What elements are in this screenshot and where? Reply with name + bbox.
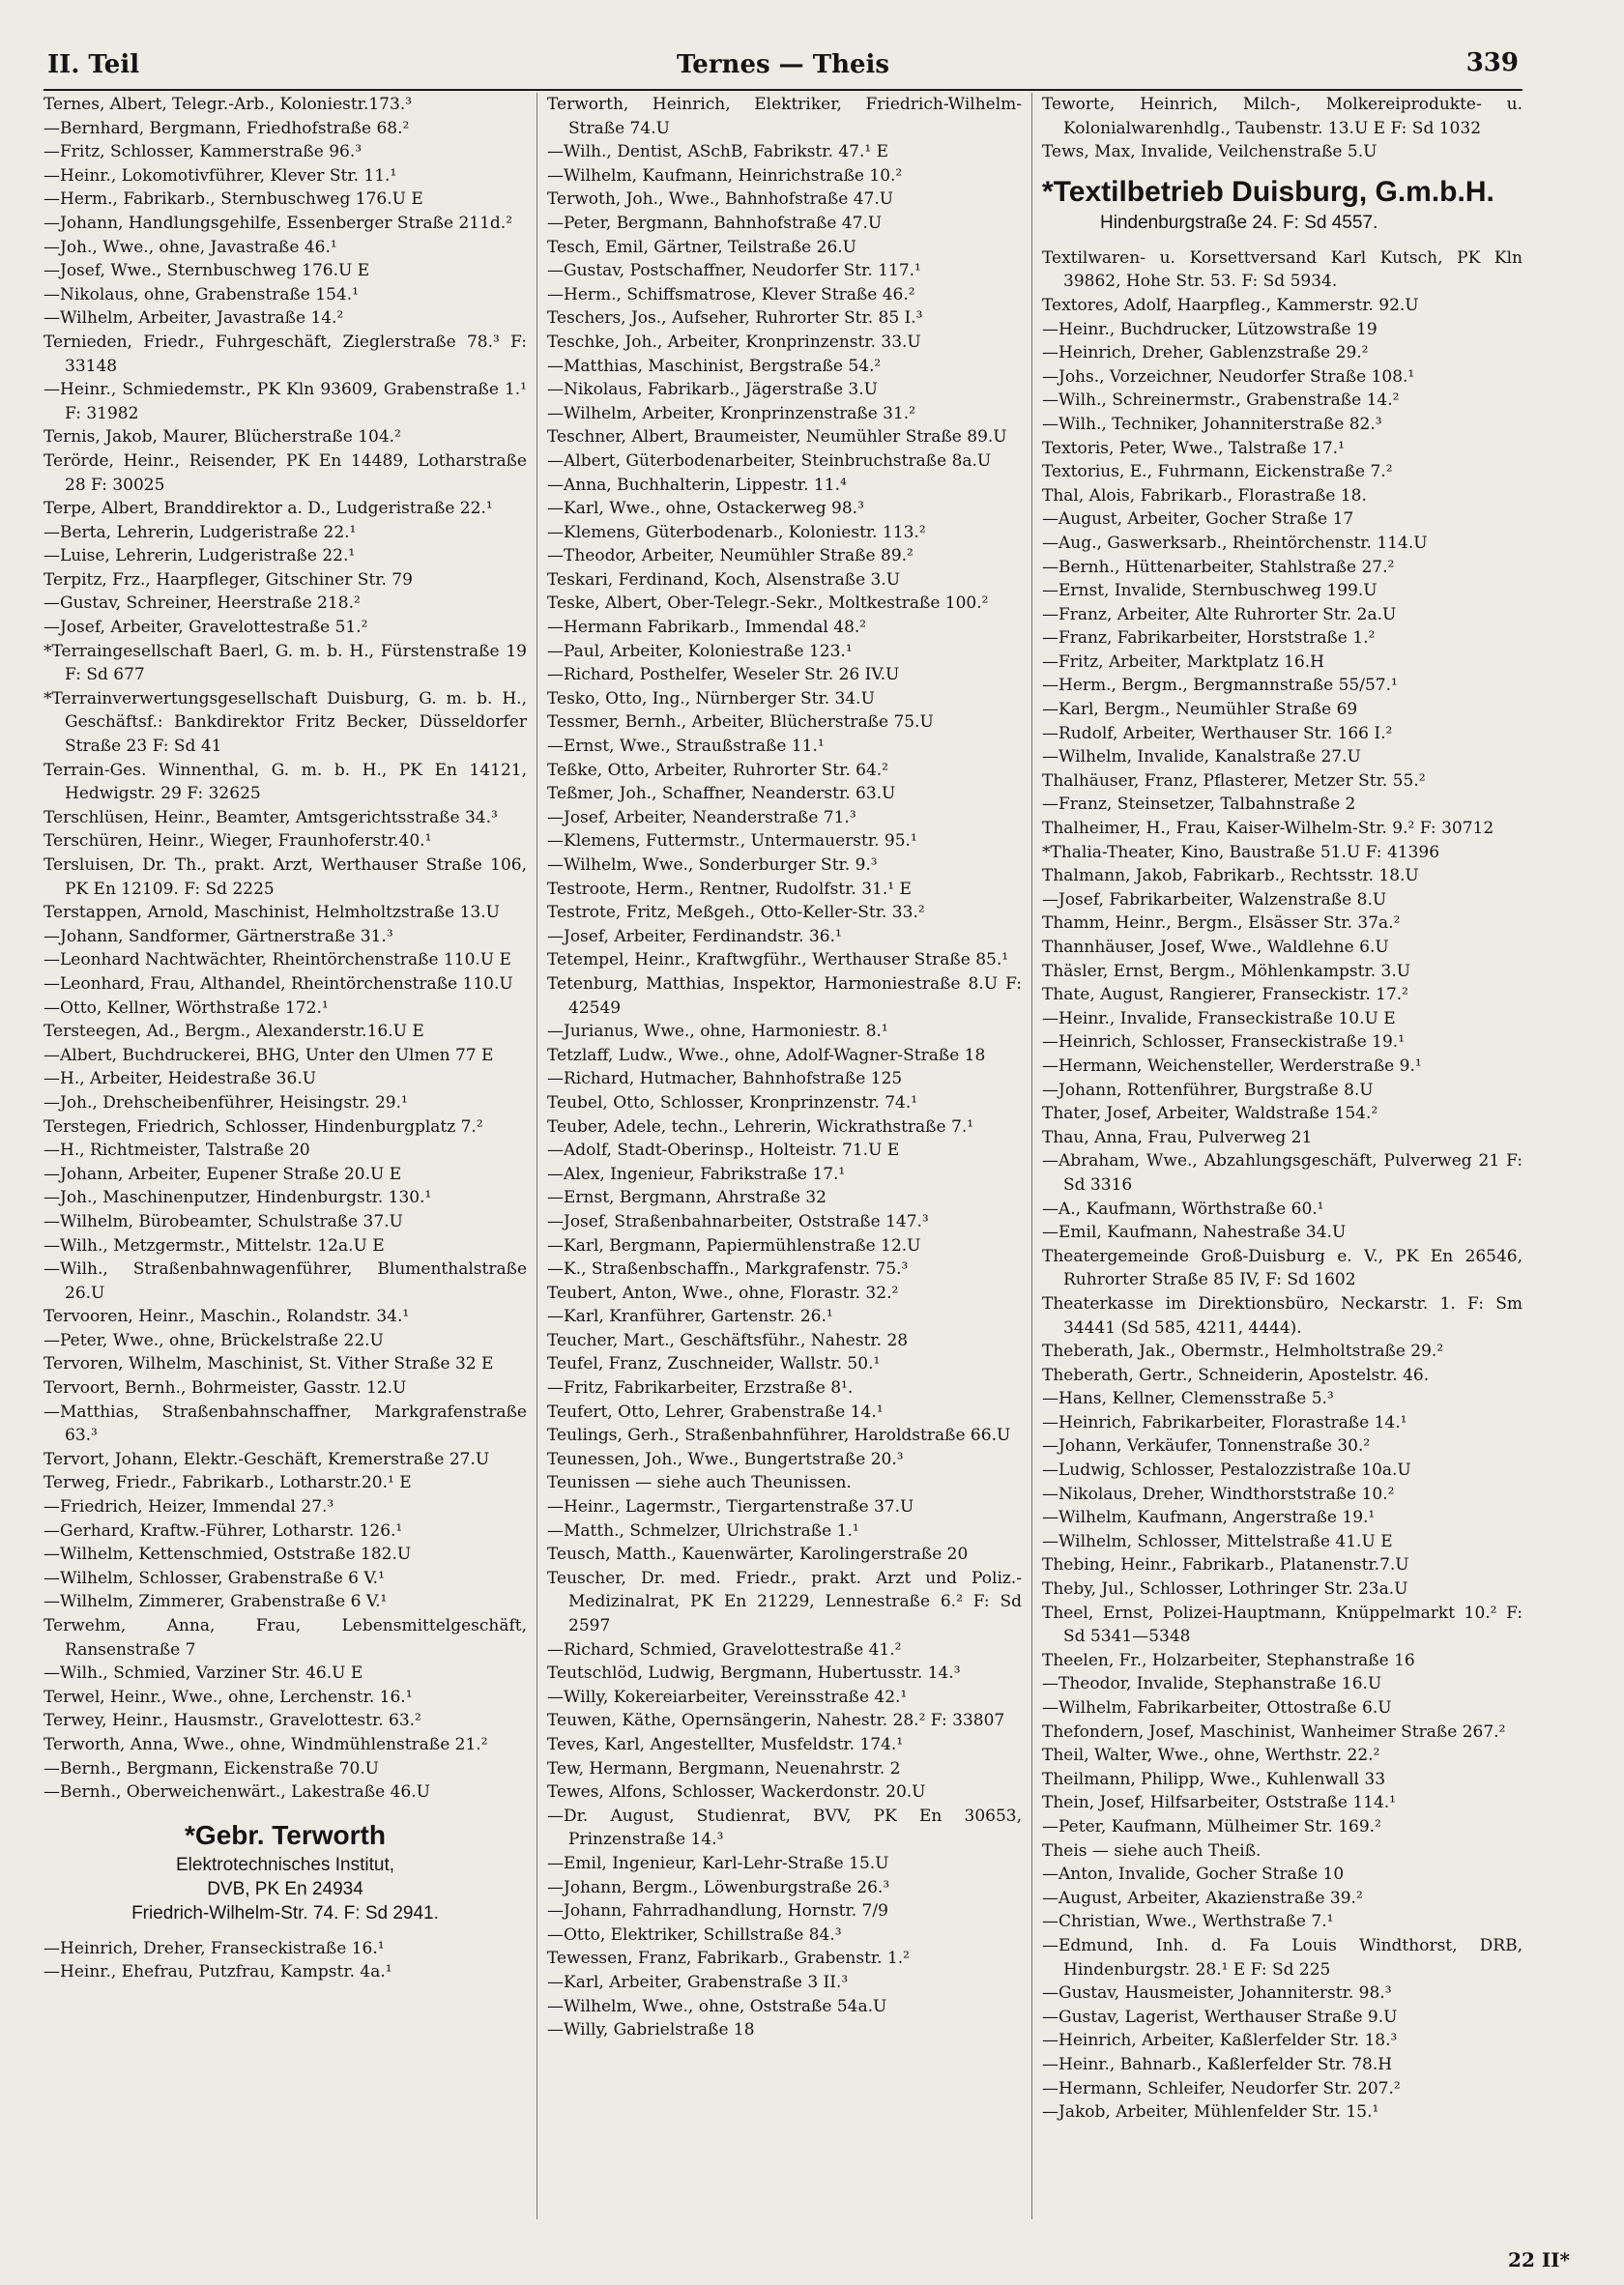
directory-entry: Thate, August, Rangierer, Franseckistr. 17.² (1042, 985, 1408, 1005)
directory-entry: —A., Kaufmann, Wörthstraße 60.¹ (1042, 1199, 1324, 1219)
directory-entry: Terstegen, Friedrich, Schlosser, Hindenburgplatz 7.² (44, 1116, 483, 1137)
directory-entry: —Wilh., Schreinermstr., Grabenstraße 14.² (1042, 390, 1400, 411)
directory-entry: Teßke, Otto, Arbeiter, Ruhrorter Str. 64.² (547, 760, 888, 780)
directory-entry: —Herm., Fabrikarb., Sternbuschweg 176.U E (44, 189, 423, 210)
directory-entry: Tersteegen, Ad., Bergm., Alexanderstr.16.U E (44, 1022, 424, 1042)
directory-entry: —Heinr., Bahnarb., Kaßlerfelder Str. 78.H (1042, 2054, 1393, 2074)
directory-entry: Ternis, Jakob, Maurer, Blücherstraße 104.² (44, 427, 401, 448)
column-3-entries-continued (1042, 246, 1522, 2125)
directory-entry: —Heinr., Lokomotivführer, Klever Str. 11.¹ (44, 165, 397, 186)
directory-entry: —Jakob, Arbeiter, Mühlenfelder Str. 15.¹ (1042, 2102, 1379, 2123)
directory-entry: Tew, Hermann, Bergmann, Neuenahrstr. 2 (547, 1758, 901, 1779)
directory-entry: —Bernh., Oberweichenwärt., Lakestraße 46.U (44, 1782, 430, 1803)
directory-entry: Tetzlaff, Ludw., Wwe., ohne, Adolf-Wagner-Straße 18 (547, 1045, 986, 1065)
directory-entry: Thäsler, Ernst, Bergm., Möhlenkampstr. 3.U (1042, 961, 1411, 981)
page-header (44, 43, 1522, 91)
directory-entry: Tetempel, Heinr., Kraftwgführ., Werthauser Straße 85.¹ (547, 950, 1009, 970)
directory-entry: —Theodor, Arbeiter, Neumühler Straße 89.² (547, 546, 914, 566)
ad-company-name: *Textilbetrieb Duisburg, G.m.b.H. (1042, 175, 1494, 208)
directory-entry: —Gustav, Lagerist, Werthauser Straße 9.U (1042, 2007, 1398, 2027)
directory-entry: —Wilhelm, Zimmerer, Grabenstraße 6 V.¹ (44, 1592, 388, 1612)
directory-entry: —Ernst, Invalide, Sternbuschweg 199.U (1042, 581, 1378, 601)
directory-entry: —Johann, Rottenführer, Burgstraße 8.U (1042, 1080, 1374, 1100)
directory-entry: —Matth., Schmelzer, Ulrichstraße 1.¹ (547, 1520, 859, 1541)
directory-entry: Teutschlöd, Ludwig, Bergmann, Hubertusstr. 14.³ (547, 1663, 961, 1684)
directory-entry: —Berta, Lehrerin, Ludgeristraße 22.¹ (44, 522, 357, 542)
directory-entry: —Josef, Arbeiter, Gravelottestraße 51.² (44, 618, 368, 638)
directory-entry: —Wilhelm, Kaufmann, Heinrichstraße 10.² (547, 165, 903, 186)
directory-entry: —Joh., Maschinenputzer, Hindenburgstr. 130.¹ (44, 1188, 432, 1208)
directory-entry: —Johann, Handlungsgehilfe, Essenberger Straße 211d.² (44, 213, 513, 233)
directory-entry: Terweg, Friedr., Fabrikarb., Lotharstr.20.¹ E (44, 1473, 412, 1493)
directory-entry: —Wilhelm, Invalide, Kanalstraße 27.U (1042, 747, 1361, 767)
directory-entry: Terschlüsen, Heinr., Beamter, Amtsgerichtsstraße 34.³ (44, 807, 498, 827)
directory-entry: —Wilhelm, Arbeiter, Kronprinzenstraße 31.² (547, 403, 916, 423)
directory-entry: *Terraingesellschaft Baerl, G. m. b. H., Fürstenstraße 19 F: Sd 677 (44, 641, 527, 685)
directory-entry: Teschke, Joh., Arbeiter, Kronprinzenstr. 33.U (547, 332, 921, 352)
directory-entry: —Karl, Bergm., Neumühler Straße 69 (1042, 700, 1358, 720)
directory-entry: —Emil, Kaufmann, Nahestraße 34.U (1042, 1223, 1347, 1243)
directory-entry: —August, Arbeiter, Akazienstraße 39.² (1042, 1888, 1363, 1908)
directory-entry: —Ernst, Bergmann, Ahrstraße 32 (547, 1188, 826, 1208)
directory-entry: —Otto, Elektriker, Schillstraße 84.³ (547, 1924, 842, 1945)
directory-entry: —Nikolaus, Dreher, Windthorststraße 10.² (1042, 1484, 1395, 1504)
directory-entry: —Bernh., Bergmann, Eickenstraße 70.U (44, 1758, 379, 1779)
directory-entry: Thein, Josef, Hilfsarbeiter, Oststraße 114.¹ (1042, 1793, 1396, 1813)
directory-entry: —Wilh., Metzgermstr., Mittelstr. 12a.U E (44, 1235, 385, 1256)
directory-entry: Terpitz, Frz., Haarpfleger, Gitschiner Str. 79 (44, 569, 413, 590)
directory-entry: —Matthias, Maschinist, Bergstraße 54.² (547, 356, 882, 376)
directory-entry: Thalheimer, H., Frau, Kaiser-Wilhelm-Str. 9.² F: 30712 (1042, 819, 1494, 839)
directory-entry: —Wilhelm, Bürobeamter, Schulstraße 37.U (44, 1211, 403, 1231)
directory-entry: Teunessen, Joh., Wwe., Bungertstraße 20.³ (547, 1449, 904, 1469)
directory-entry: —Fritz, Schlosser, Kammerstraße 96.³ (44, 142, 362, 162)
directory-entry: Tervort, Johann, Elektr.-Geschäft, Kremerstraße 27.U (44, 1449, 490, 1469)
directory-entry: Terschüren, Heinr., Wieger, Fraunhoferstr.40.¹ (44, 831, 432, 852)
directory-entry: Teworte, Heinrich, Milch-, Molkereiprodukte- u. Kolonialwarenhdlg., Taubenstr. 13.U E F: Sd 1032 (1042, 95, 1522, 138)
directory-entry: Theilmann, Philipp, Wwe., Kuhlenwall 33 (1042, 1769, 1386, 1789)
column-1-entries (44, 93, 527, 1805)
page-footer: 22 II* (1508, 2248, 1570, 2271)
directory-entry: Terrain-Ges. Winnenthal, G. m. b. H., PK En 14121, Hedwigstr. 29 F: 32625 (44, 760, 527, 804)
directory-entry: —Wilhelm, Arbeiter, Javastraße 14.² (44, 308, 344, 329)
directory-entry: Terwehm, Anna, Frau, Lebensmittelgeschäft, Ransenstraße 7 (44, 1616, 527, 1660)
directory-entry: —Rudolf, Arbeiter, Werthauser Str. 166 I.² (1042, 723, 1393, 743)
directory-entry: Tetenburg, Matthias, Inspektor, Harmoniestraße 8.U F: 42549 (547, 973, 1022, 1018)
directory-entry: —Friedrich, Heizer, Immendal 27.³ (44, 1497, 334, 1518)
directory-entry: Teubert, Anton, Wwe., ohne, Florastr. 32.² (547, 1283, 899, 1303)
directory-entry: —Herm., Schiffsmatrose, Klever Straße 46.² (547, 284, 915, 304)
directory-entry: —Wilh., Dentist, ASchB, Fabrikstr. 47.¹ E (547, 142, 888, 162)
directory-entry: —Adolf, Stadt-Oberinsp., Holteistr. 71.U E (547, 1141, 900, 1161)
directory-entry: Theaterkasse im Direktionsbüro, Neckarstr. 1. F: Sm 34441 (Sd 585, 4211, 4444). (1042, 1293, 1522, 1338)
directory-entry: —Johann, Bergm., Löwenburgstraße 26.³ (547, 1877, 890, 1897)
directory-entry: —Anton, Invalide, Gocher Straße 10 (1042, 1865, 1345, 1885)
directory-entry: —Bernhard, Bergmann, Friedhofstraße 68.² (44, 118, 410, 138)
directory-entry: —Heinr., Invalide, Franseckistraße 10.U E (1042, 1008, 1396, 1028)
directory-entry: —Albert, Buchdruckerei, BHG, Unter den Ulmen 77 E (44, 1045, 494, 1065)
column-3 (1031, 93, 1522, 2219)
directory-entry: —Johann, Fahrradhandlung, Hornstr. 7/9 (547, 1901, 888, 1922)
directory-entry: Terörde, Heinr., Reisender, PK En 14489, Lotharstraße 28 F: 30025 (44, 450, 527, 495)
directory-entry: —Peter, Bergmann, Bahnhofstraße 47.U (547, 213, 883, 233)
directory-entry: —Gerhard, Kraftw.-Führer, Lotharstr. 126.¹ (44, 1520, 403, 1541)
directory-entry: —Josef, Arbeiter, Neanderstraße 71.³ (547, 807, 856, 827)
directory-entry: Tesch, Emil, Gärtner, Teilstraße 26.U (547, 237, 856, 257)
directory-entry: —Heinr., Lagermstr., Tiergartenstraße 37.U (547, 1497, 914, 1518)
advertisement-terworth (44, 1818, 527, 1925)
directory-entry: Tersluisen, Dr. Th., prakt. Arzt, Werthauser Straße 106, PK En 12109. F: Sd 2225 (44, 855, 527, 899)
directory-entry: Thal, Alois, Fabrikarb., Florastraße 18. (1042, 485, 1367, 506)
directory-entry: —August, Arbeiter, Gocher Straße 17 (1042, 509, 1354, 530)
directory-entry: Teschers, Jos., Aufseher, Ruhrorter Str. 85 I.³ (547, 308, 923, 329)
directory-entry: Theby, Jul., Schlosser, Lothringer Str. 23a.U (1042, 1579, 1408, 1600)
directory-entry: Theberath, Jak., Obermstr., Helmholtstraße 29.² (1042, 1342, 1444, 1362)
directory-entry: —Heinr., Buchdrucker, Lützowstraße 19 (1042, 319, 1378, 339)
directory-entry: —Dr. August, Studienrat, BVV, PK En 30653, Prinzenstraße 14.³ (547, 1806, 1022, 1850)
directory-entry: —Wilhelm, Schlosser, Grabenstraße 6 V.¹ (44, 1568, 385, 1588)
directory-entry: —Josef, Fabrikarbeiter, Walzenstraße 8.U (1042, 889, 1387, 910)
directory-entry: —Luise, Lehrerin, Ludgeristraße 22.¹ (44, 546, 356, 566)
directory-entry: —Christian, Wwe., Werthstraße 7.¹ (1042, 1912, 1334, 1932)
directory-entry: Theis — siehe auch Theiß. (1042, 1840, 1262, 1861)
directory-entry: Thater, Josef, Arbeiter, Waldstraße 154.² (1042, 1104, 1378, 1124)
directory-entry: Theil, Walter, Wwe., ohne, Werthstr. 22.² (1042, 1746, 1380, 1766)
directory-entry: Textoris, Peter, Wwe., Talstraße 17.¹ (1042, 438, 1345, 458)
directory-entry: —Edmund, Inh. d. Fa Louis Windthorst, DRB, Hindenburgstr. 28.¹ E F: Sd 225 (1042, 1935, 1522, 1980)
directory-entry: —Wilh., Techniker, Johanniterstraße 82.³ (1042, 414, 1382, 434)
directory-entry: Tervooren, Heinr., Maschin., Rolandstr. 34.¹ (44, 1307, 410, 1327)
directory-entry: *Terrainverwertungsgesellschaft Duisburg, G. m. b. H., Geschäftsf.: Bankdirektor Fritz Becker, Düsseldorfer Straße 23 F: Sd 41 (44, 688, 527, 757)
directory-entry: Teske, Albert, Ober-Telegr.-Sekr., Moltkestraße 100.² (547, 593, 989, 614)
directory-entry: —Hermann, Weichensteller, Werderstraße 9.¹ (1042, 1056, 1422, 1076)
directory-entry: —Karl, Wwe., ohne, Ostackerweg 98.³ (547, 499, 864, 519)
directory-entry: Ternes, Albert, Telegr.-Arb., Koloniestr.173.³ (44, 95, 413, 114)
name-range: Ternes — Theis (676, 50, 890, 79)
directory-entry: —Paul, Arbeiter, Koloniestraße 123.¹ (547, 641, 853, 661)
directory-entry: —Heinrich, Fabrikarbeiter, Florastraße 14.¹ (1042, 1412, 1407, 1432)
directory-entry: —Albert, Güterbodenarbeiter, Steinbruchstraße 8a.U (547, 450, 992, 471)
directory-entry: Teuber, Adele, techn., Lehrerin, Wickrathstraße 7.¹ (547, 1116, 974, 1137)
column-1-entries-continued (44, 1937, 527, 1984)
directory-entry: Thannhäuser, Josef, Wwe., Waldlehne 6.U (1042, 938, 1389, 957)
directory-entry: Teufel, Franz, Zuschneider, Wallstr. 50.¹ (547, 1354, 881, 1374)
directory-entry: —Hans, Kellner, Clemensstraße 5.³ (1042, 1389, 1334, 1409)
column-2-entries (547, 93, 1022, 2042)
column-2 (536, 93, 1030, 2219)
directory-entry: Teskari, Ferdinand, Koch, Alsenstraße 3.U (547, 569, 901, 590)
directory-entry: —Wilhelm, Kettenschmied, Oststraße 182.U (44, 1545, 412, 1565)
column-1 (44, 93, 535, 2219)
directory-entry: Teuscher, Dr. med. Friedr., prakt. Arzt und Poliz.-Medizinalrat, PK En 21229, Lennestraße 6.² F: Sd 2597 (547, 1568, 1022, 1635)
directory-entry: Thefondern, Josef, Maschinist, Wanheimer Straße 267.² (1042, 1721, 1506, 1742)
directory-entry: —Richard, Schmied, Gravelottestraße 41.² (547, 1639, 902, 1660)
directory-entry: Terpe, Albert, Branddirektor a. D., Ludgeristraße 22.¹ (44, 499, 493, 519)
directory-entry: Thau, Anna, Frau, Pulverweg 21 (1042, 1127, 1313, 1147)
directory-entry: —Heinrich, Arbeiter, Kaßlerfelder Str. 18.³ (1042, 2031, 1398, 2051)
directory-entry: —Peter, Kaufmann, Mülheimer Str. 169.² (1042, 1816, 1381, 1837)
directory-entry: Thamm, Heinr., Bergm., Elsässer Str. 37a.² (1042, 913, 1401, 934)
advertisement-textilbetrieb (1042, 174, 1522, 235)
directory-entry: —Richard, Hutmacher, Bahnhofstraße 125 (547, 1069, 903, 1089)
directory-entry: —Franz, Steinsetzer, Talbahnstraße 2 (1042, 795, 1356, 815)
directory-entry: —Wilhelm, Wwe., ohne, Oststraße 54a.U (547, 1996, 887, 2016)
directory-entry: Tewessen, Franz, Fabrikarb., Grabenstr. 1.² (547, 1949, 910, 1969)
directory-entry: —Bernh., Hüttenarbeiter, Stahlstraße 27.² (1042, 557, 1395, 577)
directory-entry: Teufert, Otto, Lehrer, Grabenstraße 14.¹ (547, 1402, 884, 1422)
directory-entry: Thebing, Heinr., Fabrikarb., Platanenstr.7.U (1042, 1555, 1409, 1576)
directory-entry: Theatergemeinde Groß-Duisburg e. V., PK En 26546, Ruhrorter Straße 85 IV, F: Sd 1602 (1042, 1246, 1522, 1290)
directory-entry: —Jurianus, Wwe., ohne, Harmoniestr. 8.¹ (547, 1022, 888, 1042)
directory-entry: Terwel, Heinr., Wwe., ohne, Lerchenstr. 16.¹ (44, 1687, 413, 1707)
ad-line: Friedrich-Wilhelm-Str. 74. F: Sd 2941. (131, 1902, 439, 1923)
page-number: 339 (1465, 48, 1519, 77)
directory-entry: —Joh., Drehscheibenführer, Heisingstr. 29.¹ (44, 1092, 408, 1113)
directory-entry: —Heinr., Ehefrau, Putzfrau, Kampstr. 4a.¹ (44, 1962, 392, 1982)
directory-entry: Ternieden, Friedr., Fuhrgeschäft, Zieglerstraße 78.³ F: 33148 (44, 332, 527, 376)
directory-entry: Theel, Ernst, Polizei-Hauptmann, Knüppelmarkt 10.² F: Sd 5341—5348 (1042, 1603, 1522, 1647)
directory-entry: —Heinrich, Dreher, Franseckistraße 16.¹ (44, 1938, 385, 1958)
directory-entry: Teulings, Gerh., Straßenbahnführer, Haroldstraße 66.U (547, 1426, 1011, 1446)
directory-entry: Terstappen, Arnold, Maschinist, Helmholtzstraße 13.U (44, 903, 500, 923)
directory-entry: Teves, Karl, Angestellter, Musfeldstr. 174.¹ (547, 1734, 904, 1754)
directory-entry: —Gustav, Postschaffner, Neudorfer Str. 117.¹ (547, 261, 921, 281)
column-3-entries (1042, 93, 1522, 164)
directory-entry: —Fritz, Fabrikarbeiter, Erzstraße 8¹. (547, 1378, 854, 1399)
directory-entry: —Richard, Posthelfer, Weseler Str. 26 IV.U (547, 665, 900, 685)
directory-entry: —Gustav, Schreiner, Heerstraße 218.² (44, 593, 361, 614)
directory-entry: Terwey, Heinr., Hausmstr., Gravelottestr. 63.² (44, 1711, 421, 1731)
directory-entry: —Matthias, Straßenbahnschaffner, Markgrafenstraße 63.³ (44, 1402, 527, 1446)
directory-entry: Thalhäuser, Franz, Pflasterer, Metzer Str. 55.² (1042, 770, 1426, 791)
directory-entry: Teuwen, Käthe, Opernsängerin, Nahestr. 28.² F: 33807 (547, 1711, 1005, 1731)
directory-entry: —Hermann Fabrikarb., Immendal 48.² (547, 618, 867, 638)
directory-entry: —Ludwig, Schlosser, Pestalozzistraße 10a.U (1042, 1461, 1411, 1481)
directory-entry: Tessmer, Bernh., Arbeiter, Blücherstraße 75.U (547, 712, 934, 733)
directory-entry: Textores, Adolf, Haarpfleg., Kammerstr. 92.U (1042, 295, 1419, 315)
directory-entry: —Wilh., Schmied, Varziner Str. 46.U E (44, 1663, 363, 1684)
directory-entry: —Herm., Bergm., Bergmannstraße 55/57.¹ (1042, 676, 1398, 696)
directory-entry: —Hermann, Schleifer, Neudorfer Str. 207.² (1042, 2078, 1401, 2098)
directory-entry: —Wilhelm, Wwe., Sonderburger Str. 9.³ (547, 855, 878, 875)
directory-entry: —Josef, Straßenbahnarbeiter, Oststraße 147.³ (547, 1211, 929, 1231)
directory-entry: —Johann, Arbeiter, Eupener Straße 20.U E (44, 1164, 402, 1184)
directory-entry: —Josef, Arbeiter, Ferdinandstr. 36.¹ (547, 926, 842, 946)
directory-entry: —Nikolaus, Fabrikarb., Jägerstraße 3.U (547, 380, 878, 400)
directory-entry: —Gustav, Hausmeister, Johanniterstr. 98.³ (1042, 1983, 1392, 2004)
directory-entry: Teschner, Albert, Braumeister, Neumühler Straße 89.U (547, 427, 1007, 448)
directory-entry: —K., Straßenbschaffn., Markgrafenstr. 75.³ (547, 1259, 909, 1280)
directory-entry: Terworth, Anna, Wwe., ohne, Windmühlenstraße 21.² (44, 1734, 488, 1754)
directory-entry: —Karl, Kranführer, Gartenstr. 26.¹ (547, 1307, 833, 1327)
directory-entry: —Heinr., Schmiedemstr., PK Kln 93609, Grabenstraße 1.¹ F: 31982 (44, 380, 527, 423)
ad-line: DVB, PK En 24934 (207, 1878, 363, 1899)
directory-entry: —Joh., Wwe., ohne, Javastraße 46.¹ (44, 237, 337, 257)
directory-entry: —Anna, Buchhalterin, Lippestr. 11.⁴ (547, 475, 847, 495)
directory-entry: —Franz, Fabrikarbeiter, Horststraße 1.² (1042, 628, 1376, 649)
ad-line: Elektrotechnisches Institut, (176, 1854, 394, 1875)
directory-entry: Testroote, Herm., Rentner, Rudolfstr. 31.¹ E (547, 879, 912, 899)
directory-entry: —Nikolaus, ohne, Grabenstraße 154.¹ (44, 284, 359, 304)
directory-entry: —Aug., Gaswerksarb., Rheintörchenstr. 114.U (1042, 533, 1428, 553)
directory-entry: —Johs., Vorzeichner, Neudorfer Straße 108.¹ (1042, 366, 1415, 387)
directory-entry: Teusch, Matth., Kauenwärter, Karolingerstraße 20 (547, 1545, 969, 1565)
ad-line: Hindenburgstraße 24. F: Sd 4557. (1100, 212, 1378, 233)
directory-entry: —Josef, Wwe., Sternbuschweg 176.U E (44, 261, 370, 281)
directory-entry: —Klemens, Güterbodenarb., Koloniestr. 113.² (547, 522, 926, 542)
directory-entry: —Karl, Bergmann, Papiermühlenstraße 12.U (547, 1235, 921, 1256)
directory-entry: —Franz, Arbeiter, Alte Ruhrorter Str. 2a.U (1042, 604, 1397, 624)
directory-entry: Teubel, Otto, Schlosser, Kronprinzenstr. 74.¹ (547, 1092, 918, 1113)
directory-entry: Tesko, Otto, Ing., Nürnberger Str. 34.U (547, 688, 875, 709)
directory-entry: Teßmer, Joh., Schaffner, Neanderstr. 63.U (547, 784, 896, 804)
directory-entry: —Willy, Gabrielstraße 18 (547, 2020, 755, 2040)
directory-entry: Teunissen — siehe auch Theunissen. (547, 1473, 852, 1493)
directory-entry: —Fritz, Arbeiter, Marktplatz 16.H (1042, 651, 1325, 672)
directory-entry: —Theodor, Invalide, Stephanstraße 16.U (1042, 1674, 1382, 1694)
directory-entry: —Heinrich, Schlosser, Franseckistraße 19.¹ (1042, 1032, 1406, 1053)
directory-entry: —Ernst, Wwe., Straußstraße 11.¹ (547, 737, 825, 757)
directory-entry: Testrote, Fritz, Meßgeh., Otto-Keller-Str. 33.² (547, 903, 925, 923)
part-label: II. Teil (47, 50, 140, 79)
directory-entry: —Emil, Ingenieur, Karl-Lehr-Straße 15.U (547, 1853, 889, 1873)
directory-entry: Textilwaren- u. Korsettversand Karl Kutsch, PK Kln 39862, Hohe Str. 53. F: Sd 5934. (1042, 247, 1522, 292)
directory-entry: —Alex, Ingenieur, Fabrikstraße 17.¹ (547, 1164, 846, 1184)
directory-entry: —H., Richtmeister, Talstraße 20 (44, 1141, 310, 1161)
directory-entry: —Leonhard Nachtwächter, Rheintörchenstraße 110.U E (44, 950, 511, 970)
directory-entry: Tewes, Alfons, Schlosser, Wackerdonstr. 20.U (547, 1782, 926, 1803)
directory-entry: Theberath, Gertr., Schneiderin, Apostelstr. 46. (1042, 1365, 1430, 1385)
directory-entry: —Otto, Kellner, Wörthstraße 172.¹ (44, 998, 329, 1018)
directory-entry: —Klemens, Futtermstr., Untermauerstr. 95.¹ (547, 831, 917, 852)
directory-entry: Textorius, E., Fuhrmann, Eickenstraße 7.² (1042, 462, 1393, 482)
directory-entry: Teucher, Mart., Geschäftsführ., Nahestr. 28 (547, 1330, 909, 1350)
directory-entry: —Karl, Arbeiter, Grabenstraße 3 II.³ (547, 1972, 849, 1992)
ad-company-name: *Gebr. Terworth (185, 1819, 386, 1850)
directory-entry: Terwoth, Joh., Wwe., Bahnhofstraße 47.U (547, 189, 894, 210)
directory-entry: Tews, Max, Invalide, Veilchenstraße 5.U (1042, 142, 1378, 162)
directory-entry: Tervoort, Bernh., Bohrmeister, Gasstr. 12.U (44, 1378, 407, 1399)
directory-entry: —Willy, Kokereiarbeiter, Vereinsstraße 42.¹ (547, 1687, 908, 1707)
directory-entry: —Wilh., Straßenbahnwagenführer, Blumenthalstraße 26.U (44, 1259, 527, 1303)
directory-entry: —Heinrich, Dreher, Gablenzstraße 29.² (1042, 343, 1369, 363)
directory-entry: —Wilhelm, Kaufmann, Angerstraße 19.¹ (1042, 1508, 1376, 1528)
directory-columns (44, 93, 1522, 2219)
directory-entry: —Wilhelm, Fabrikarbeiter, Ottostraße 6.U (1042, 1698, 1392, 1718)
directory-entry: Thalmann, Jakob, Fabrikarb., Rechtsstr. 18.U (1042, 866, 1419, 886)
directory-entry: Tervoren, Wilhelm, Maschinist, St. Vither Straße 32 E (44, 1354, 494, 1374)
directory-entry: —Wilhelm, Schlosser, Mittelstraße 41.U E (1042, 1531, 1393, 1551)
directory-entry: Terworth, Heinrich, Elektriker, Friedrich-Wilhelm-Straße 74.U (547, 95, 1022, 138)
directory-entry: —Abraham, Wwe., Abzahlungsgeschäft, Pulverweg 21 F: Sd 3316 (1042, 1151, 1522, 1195)
directory-entry: —H., Arbeiter, Heidestraße 36.U (44, 1069, 317, 1089)
directory-entry: *Thalia-Theater, Kino, Baustraße 51.U F: 41396 (1042, 842, 1440, 862)
directory-entry: —Leonhard, Frau, Althandel, Rheintörchenstraße 110.U (44, 973, 513, 994)
directory-entry: —Johann, Verkäufer, Tonnenstraße 30.² (1042, 1436, 1371, 1457)
directory-entry: —Johann, Sandformer, Gärtnerstraße 31.³ (44, 926, 393, 946)
directory-entry: Theelen, Fr., Holzarbeiter, Stephanstraße 16 (1042, 1650, 1415, 1670)
directory-entry: —Peter, Wwe., ohne, Brückelstraße 22.U (44, 1330, 384, 1350)
